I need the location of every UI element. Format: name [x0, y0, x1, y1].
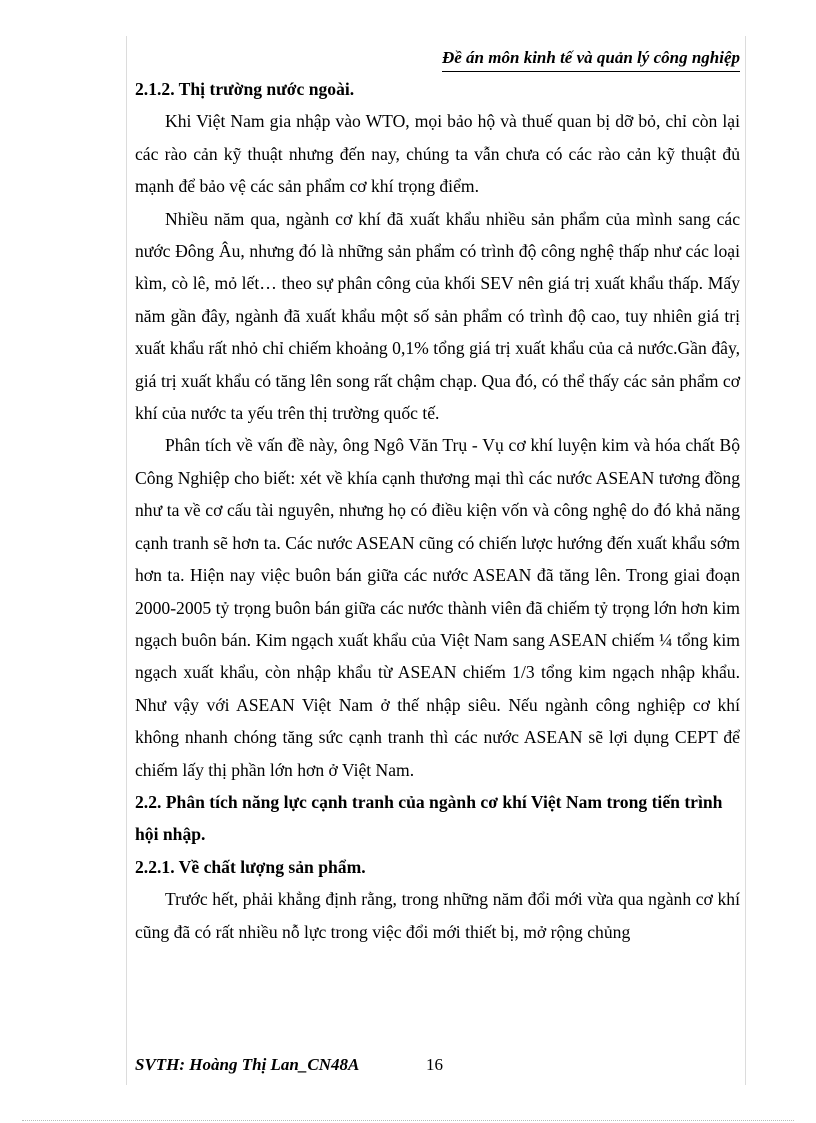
section-heading-2-2: 2.2. Phân tích năng lực cạnh tranh của ngành cơ khí Việt Nam trong tiến trình hội nhập. — [135, 791, 723, 845]
footer-author: SVTH: Hoàng Thị Lan_CN48A — [135, 1055, 360, 1074]
paragraph-export-history: Nhiều năm qua, ngành cơ khí đã xuất khẩu nhiều sản phẩm của mình sang các nước Đông Âu, nhưng đó là những sản phẩm có trình độ công nghệ thấp như các loại kìm, cò lê, mỏ lết… theo sự phân công của khối SEV nên giá trị xuất khẩu thấp. Mấy năm gần đây, ngành đã xuất khẩu một số sản phẩm có trình độ cao, tuy nhiên giá trị xuất khẩu rất nhỏ chỉ chiếm khoảng 0,1% tổng giá trị xuất khẩu của cả nước.Gần đây, giá trị xuất khẩu có tăng lên song rất chậm chạp. Qua đó, có thể thấy các sản phẩm cơ khí của nước ta yếu trên thị trường quốc tế. — [135, 208, 740, 424]
document-body — [135, 73, 740, 948]
section-heading-2-2-1: 2.2.1. Về chất lượng sản phẩm. — [135, 856, 366, 877]
paragraph-wto: Khi Việt Nam gia nhập vào WTO, mọi bảo hộ và thuế quan bị dỡ bỏ, chỉ còn lại các rào cản kỹ thuật nhưng đến nay, chúng ta vẫn chưa có các rào cản kỹ thuật đủ mạnh để bảo vệ các sản phẩm cơ khí trọng điểm. — [135, 111, 740, 197]
page-header: Đề án môn kinh tế và quản lý công nghiệp — [442, 48, 740, 72]
paragraph-asean-analysis: Phân tích về vấn đề này, ông Ngô Văn Trụ - Vụ cơ khí luyện kim và hóa chất Bộ Công Nghiệp cho biết: xét về khía cạnh thương mại thì các nước ASEAN tương đồng như ta về cơ cấu tài nguyên, nhưng họ có điều kiện vốn và công nghệ do đó khả năng cạnh tranh sẽ hơn ta. Các nước ASEAN cũng có chiến lược hướng đến xuất khẩu sớm hơn ta. Hiện nay việc buôn bán giữa các nước ASEAN đã tăng lên. Trong giai đoạn 2000-2005 tỷ trọng buôn bán giữa các nước thành viên đã chiếm tỷ trọng lớn hơn kim ngạch buôn bán. Kim ngạch xuất khẩu của Việt Nam sang ASEAN chiếm ¼ tổng kim ngạch xuất khẩu, còn nhập khẩu từ ASEAN chiếm 1/3 tổng kim ngạch nhập khẩu. Như vậy với ASEAN Việt Nam ở thế nhập siêu. Nếu ngành công nghiệp cơ khí không nhanh chóng tăng sức cạnh tranh thì các nước ASEAN sẽ lợi dụng CEPT để chiếm lấy thị phần lớn hơn ở Việt Nam. — [135, 435, 740, 780]
paragraph-product-quality: Trước hết, phải khẳng định rằng, trong những năm đổi mới vừa qua ngành cơ khí cũng đã có rất nhiều nỗ lực trong việc đổi mới thiết bị, mở rộng chủng — [135, 889, 740, 942]
section-heading-2-1-2: 2.1.2. Thị trường nước ngoài. — [135, 79, 355, 99]
page-footer — [135, 1055, 740, 1075]
page-bottom-divider — [22, 1120, 794, 1121]
page-number: 16 — [426, 1055, 443, 1074]
